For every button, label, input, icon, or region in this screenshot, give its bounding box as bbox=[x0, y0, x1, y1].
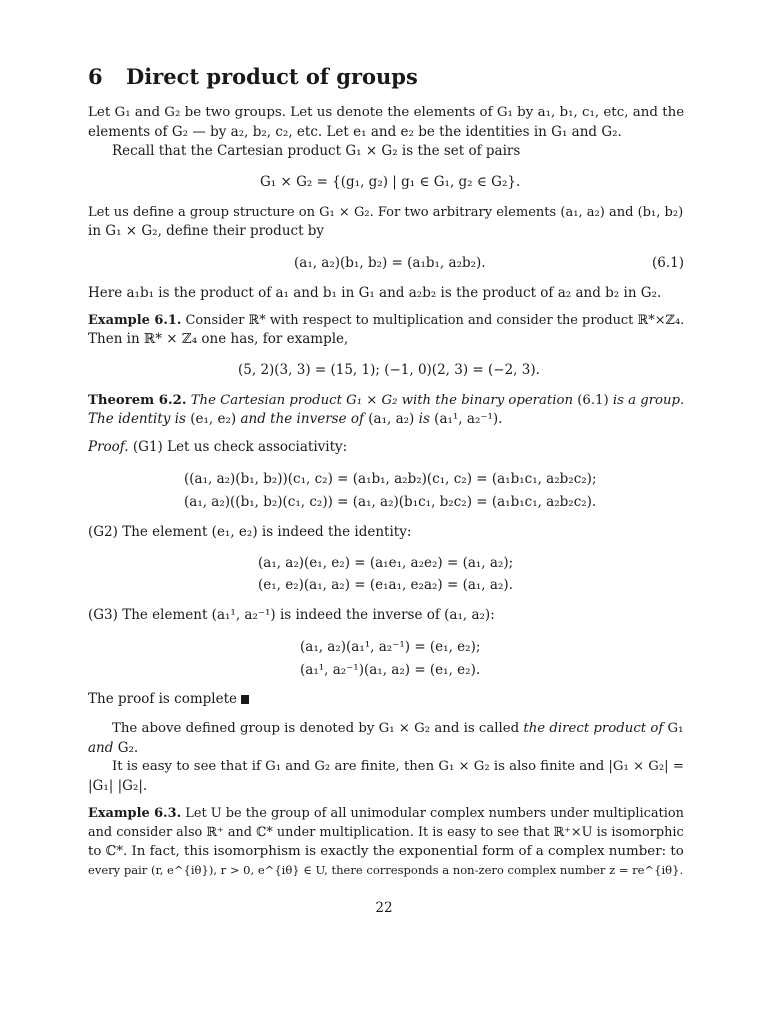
direct-product-term-and: and bbox=[88, 740, 114, 756]
section-title-text: Direct product of groups bbox=[126, 64, 418, 89]
proof-label: Proof. bbox=[88, 439, 129, 455]
intro-line-5: in G₁ × G₂, define their product by bbox=[88, 223, 325, 239]
theorem-6-2-text-2b: and the inverse of bbox=[240, 411, 364, 427]
section-title bbox=[88, 64, 418, 89]
direct-product-term: the direct product of bbox=[523, 721, 664, 736]
theorem-6-2-text-1b: is a group. bbox=[612, 393, 685, 408]
example-6-1-label: Example 6.1. bbox=[88, 313, 182, 328]
theorem-6-2-text-2c: is bbox=[418, 411, 430, 427]
qed-square-icon bbox=[241, 695, 249, 704]
direct-product-line-3: It is easy to see that if G₁ and G₂ are finite, then G₁ × G₂ is also finite and |G₁ × G₂| = bbox=[112, 759, 684, 774]
proof-g1-equation-2: (a₁, a₂)((b₁, b₂)(c₁, c₂)) = (a₁, a₂)(b₁c₁, b₂c₂) = (a₁b₁c₁, a₂b₂c₂). bbox=[184, 494, 597, 510]
example-6-3-line-1 bbox=[88, 805, 684, 823]
direct-product-text-1b: G₁ bbox=[667, 721, 684, 736]
proof-complete-line bbox=[88, 690, 249, 708]
direct-product-text-1a: The above defined group is denoted by G₁ × G₂ and is called bbox=[112, 721, 520, 736]
theorem-6-2-line-1 bbox=[88, 392, 684, 410]
direct-product-line-2 bbox=[88, 739, 138, 757]
direct-product-line-1 bbox=[112, 720, 683, 738]
proof-complete-text: The proof is complete bbox=[88, 691, 238, 707]
theorem-6-2-ref: (6.1) bbox=[577, 393, 609, 408]
theorem-6-2-identity: (e₁, e₂) bbox=[190, 411, 237, 427]
example-6-3-line-2: and consider also ℝ⁺ and ℂ* under multiplication. It is easy to see that ℝ⁺×U is isomorphic bbox=[88, 825, 684, 840]
theorem-6-2-line-2 bbox=[88, 410, 502, 428]
example-6-3-line-3: to ℂ*. In fact, this isomorphism is exactly the exponential form of a complex number: to bbox=[88, 844, 684, 859]
intro-line-2: elements of G₂ — by a₂, b₂, c₂, etc. Let e₁ and e₂ be the identities in G₁ and G₂. bbox=[88, 124, 622, 140]
proof-g1-text: (G1) Let us check associativity: bbox=[132, 439, 348, 455]
example-6-3-line-4: every pair (r, e^{iθ}), r > 0, e^{iθ} ∈ U, there corresponds a non-zero complex number z = re^{iθ}. bbox=[88, 863, 684, 877]
product-equation: (a₁, a₂)(b₁, b₂) = (a₁b₁, a₂b₂). bbox=[294, 255, 486, 271]
theorem-6-2-text-1a: The Cartesian product G₁ × G₂ with the binary operation bbox=[190, 393, 573, 408]
example-6-1-line-2: Then in ℝ* × ℤ₄ one has, for example, bbox=[88, 331, 349, 347]
proof-g1-equation-1: ((a₁, a₂)(b₁, b₂))(c₁, c₂) = (a₁b₁, a₂b₂)(c₁, c₂) = (a₁b₁c₁, a₂b₂c₂); bbox=[184, 471, 597, 487]
equation-number-6-1: (6.1) bbox=[651, 255, 684, 271]
intro-line-3: Recall that the Cartesian product G₁ × G₂ is the set of pairs bbox=[112, 143, 521, 159]
theorem-6-2-label: Theorem 6.2. bbox=[88, 393, 187, 408]
theorem-6-2-inverse: (a₁¹, a₂⁻¹). bbox=[434, 411, 503, 427]
direct-product-text-2b: G₂. bbox=[117, 740, 139, 756]
proof-g2-text: (G2) The element (e₁, e₂) is indeed the identity: bbox=[88, 524, 412, 540]
proof-g1-line bbox=[88, 438, 347, 456]
proof-g2-equation-1: (a₁, a₂)(e₁, e₂) = (a₁e₁, a₂e₂) = (a₁, a₂); bbox=[258, 555, 514, 571]
proof-g3-equation-1: (a₁, a₂)(a₁¹, a₂⁻¹) = (e₁, e₂); bbox=[300, 639, 481, 655]
direct-product-line-4: |G₁| |G₂|. bbox=[88, 778, 148, 794]
theorem-6-2-pair: (a₁, a₂) bbox=[368, 411, 415, 427]
example-6-1-line-1 bbox=[88, 312, 684, 330]
intro-line-1: Let G₁ and G₂ be two groups. Let us denote the elements of G₁ by a₁, b₁, c₁, etc, and the bbox=[88, 105, 685, 120]
intro-line-4: Let us define a group structure on G₁ × G₂. For two arbitrary elements (a₁, a₂) and (b₁, b₂) bbox=[88, 205, 684, 220]
example-6-3-label: Example 6.3. bbox=[88, 806, 182, 821]
example-6-1-text-1: Consider ℝ* with respect to multiplication and consider the product ℝ*×ℤ₄. bbox=[185, 313, 685, 328]
proof-g3-equation-2: (a₁¹, a₂⁻¹)(a₁, a₂) = (e₁, e₂). bbox=[300, 662, 481, 678]
proof-g3-text: (G3) The element (a₁¹, a₂⁻¹) is indeed the inverse of (a₁, a₂): bbox=[88, 607, 495, 623]
example-6-3-text-1: Let U be the group of all unimodular complex numbers under multiplication bbox=[185, 806, 684, 821]
theorem-6-2-text-2a: The identity is bbox=[88, 411, 186, 427]
section-number: 6 bbox=[88, 64, 103, 89]
cartesian-product-equation: G₁ × G₂ = {(g₁, g₂) | g₁ ∈ G₁, g₂ ∈ G₂}. bbox=[260, 174, 521, 190]
proof-g2-equation-2: (e₁, e₂)(a₁, a₂) = (e₁a₁, e₂a₂) = (a₁, a₂). bbox=[258, 577, 513, 593]
example-6-1-equation: (5, 2)(3, 3) = (15, 1); (−1, 0)(2, 3) = (−2, 3). bbox=[238, 362, 540, 378]
page-number: 22 bbox=[375, 900, 393, 916]
intro-line-6: Here a₁b₁ is the product of a₁ and b₁ in G₁ and a₂b₂ is the product of a₂ and b₂ in G₂. bbox=[88, 285, 662, 301]
